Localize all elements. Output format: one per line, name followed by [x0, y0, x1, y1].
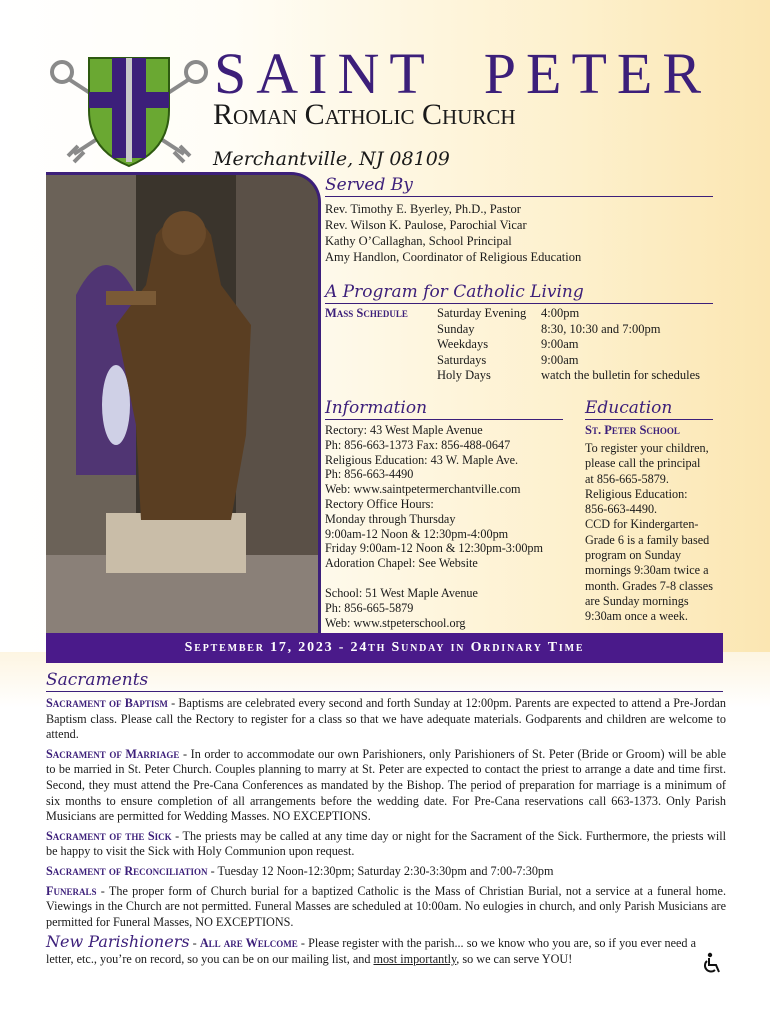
- information-block: [325, 423, 543, 630]
- info-line: Adoration Chapel: See Website: [325, 556, 478, 571]
- edu-line: month. Grades 7-8 classes: [585, 578, 713, 593]
- schedule-day: Holy Days: [437, 368, 491, 382]
- wheelchair-accessible-icon: [700, 952, 724, 976]
- edu-line: CCD for Kindergarten-: [585, 517, 699, 532]
- sacrament-label: Sacrament of Baptism: [46, 696, 168, 710]
- edu-line: program on Sunday: [585, 548, 682, 563]
- schedule-day: Saturdays: [437, 352, 487, 367]
- info-line: Rectory: 43 West Maple Avenue: [325, 423, 483, 437]
- church-crest-logo: [44, 52, 214, 170]
- schedule-row: [437, 368, 700, 384]
- staff-list: [325, 201, 581, 265]
- schedule-time: 9:00am: [541, 352, 579, 367]
- schedule-row: [437, 353, 700, 369]
- schedule-time: 8:30, 10:30 and 7:00pm: [541, 321, 661, 336]
- church-location: Merchantville, NJ 08109: [213, 148, 450, 170]
- staff-religious-education: Amy Handlon, Coordinator of Religious Education: [325, 250, 582, 264]
- sacrament-marriage: [46, 747, 726, 825]
- edu-line: mornings 9:30am twice a: [585, 563, 709, 578]
- schedule-time: 9:00am: [541, 337, 579, 351]
- schedule-time: watch the bulletin for schedules: [541, 368, 700, 382]
- title-first-word: SAINT: [214, 41, 435, 106]
- mass-schedule-label: Mass Schedule: [325, 306, 408, 320]
- sacrament-label: Sacrament of Reconciliation: [46, 863, 208, 878]
- sacrament-text: - The proper form of Church burial for a baptized Catholic is the Mass of Christian Burial, not a service at a funeral home. Viewings in the Church are not permitted. Funeral Masses are scheduled at 10:00am. No eulogies in church, and only Parish Musicians are permitted for Funeral Masses, NO EXCEPTIONS.: [46, 883, 726, 929]
- schedule-row: [437, 337, 700, 353]
- edu-line: are Sunday mornings: [585, 593, 689, 608]
- sacrament-label: Funerals: [46, 883, 97, 898]
- info-line: Web: www.stpeterschool.org: [325, 615, 466, 630]
- sacrament-label: Sacrament of Marriage: [46, 746, 180, 761]
- staff-pastor: Rev. Timothy E. Byerley, Ph.D., Pastor: [325, 202, 521, 216]
- info-line: 9:00am-12 Noon & 12:30pm-4:00pm: [325, 526, 509, 541]
- schedule-day: Saturday Evening: [437, 306, 527, 320]
- schedule-day: Weekdays: [437, 337, 489, 351]
- sacrament-text: - In order to accommodate our own Parishioners, only Parishioners of St. Peter (Bride or Groom) will be able to be married in St. Peter Church. Couples planning to marry at St. Peter are expected to contact the priest to arrange a date and time first. Second, they must attend the Pre-Cana Conferences as mandated by the Bishop. The period of preparation for marriage is a minimum of six months to ensure completion of all arrangements before the wedding date. For Pre-Cana reservations call 663-1373. Only Parish Musicians are permitted for Wedding Masses. NO EXCEPTIONS.: [46, 746, 726, 824]
- info-line: Ph: 856-665-5879: [325, 600, 414, 615]
- info-line: Friday 9:00am-12 Noon & 12:30pm-3:00pm: [325, 541, 544, 556]
- edu-line: To register your children,: [585, 441, 709, 455]
- sacrament-text: - The priests may be called at any time day or night for the Sacrament of the Sick. Furthermore, the priests will be happy to visit the Sick with Holy Communion upon request.: [46, 828, 727, 859]
- sacraments-section: [46, 696, 726, 972]
- sacraments-heading: Sacraments: [46, 670, 723, 692]
- church-title: [214, 40, 711, 107]
- sacrament-text: - Tuesday 12 Noon-12:30pm; Saturday 2:30-3:30pm and 7:00-7:30pm: [207, 863, 554, 878]
- program-heading: A Program for Catholic Living: [325, 282, 713, 304]
- info-line: Rectory Office Hours:: [325, 496, 434, 511]
- schedule-row: [437, 306, 700, 322]
- church-subtitle: Roman Catholic Church: [213, 98, 516, 131]
- staff-school-principal: Kathy O’Callaghan, School Principal: [325, 234, 512, 248]
- edu-line: 856-663-4490.: [585, 502, 658, 517]
- sacrament-funerals: [46, 884, 726, 931]
- sacrament-label: Sacrament of the Sick: [46, 828, 172, 843]
- new-parishioners-text: - Please register with the parish... so we know who you are, so if you ever need a letter, etc., you’re on record, so you can be on our mailing list, and: [46, 936, 697, 966]
- education-block: [585, 441, 717, 625]
- edu-line: at 856-665-5879.: [585, 471, 669, 486]
- sacrament-sick: [46, 829, 726, 860]
- welcome-label: All are Welcome: [199, 936, 298, 951]
- new-parishioners-heading: New Parishioners: [46, 932, 190, 952]
- sacrament-reconciliation: [46, 864, 726, 880]
- education-heading: Education: [585, 398, 713, 420]
- date-banner: September 17, 2023 - 24th Sunday in Ordinary Time: [46, 633, 723, 663]
- saint-peter-statue-photo: [46, 172, 321, 637]
- information-heading: Information: [325, 398, 563, 420]
- schedule-day: Sunday: [437, 321, 475, 336]
- info-line: School: 51 West Maple Avenue: [325, 585, 478, 600]
- edu-line: please call the principal: [585, 456, 701, 471]
- info-line: Monday through Thursday: [325, 511, 456, 526]
- new-parishioners: New Parishioners - All are Welcome - Please register with the parish... so we know who you are, so if you ever need a letter, etc., you’re on record, so you can be on our mailing list, and most importantly, so we can serve YOU!: [46, 932, 697, 966]
- info-line: Ph: 856-663-1373 Fax: 856-488-0647: [325, 437, 511, 452]
- schedule-row: [437, 322, 700, 338]
- sacrament-baptism: [46, 696, 726, 743]
- edu-line: Grade 6 is a family based: [585, 532, 710, 547]
- info-line: Religious Education: 43 W. Maple Ave.: [325, 452, 519, 467]
- sacrament-text: - Baptisms are celebrated every second and forth Sunday at 12:00pm. Parents are expected to attend a Pre-Jordan Baptism class. Please call the Rectory to register for a class so that we have adequate materials. Godparents and children are welcome to attend.: [46, 696, 726, 742]
- edu-line: Religious Education:: [585, 486, 688, 501]
- info-spacer: [325, 571, 543, 586]
- emphasis-text: most importantly: [373, 951, 457, 966]
- mass-schedule-table: [437, 306, 700, 384]
- new-parishioners-closing: , so we can serve YOU!: [456, 951, 573, 966]
- info-line: Ph: 856-663-4490: [325, 467, 414, 482]
- edu-line: 9:30am once a week.: [585, 609, 688, 624]
- info-line: Web: www.saintpetermerchantville.com: [325, 482, 521, 497]
- title-second-word: PETER: [483, 41, 712, 106]
- schedule-time: 4:00pm: [541, 306, 580, 320]
- school-name-label: St. Peter School: [585, 423, 680, 437]
- served-by-heading: Served By: [325, 175, 713, 197]
- staff-parochial-vicar: Rev. Wilson K. Paulose, Parochial Vicar: [325, 218, 527, 232]
